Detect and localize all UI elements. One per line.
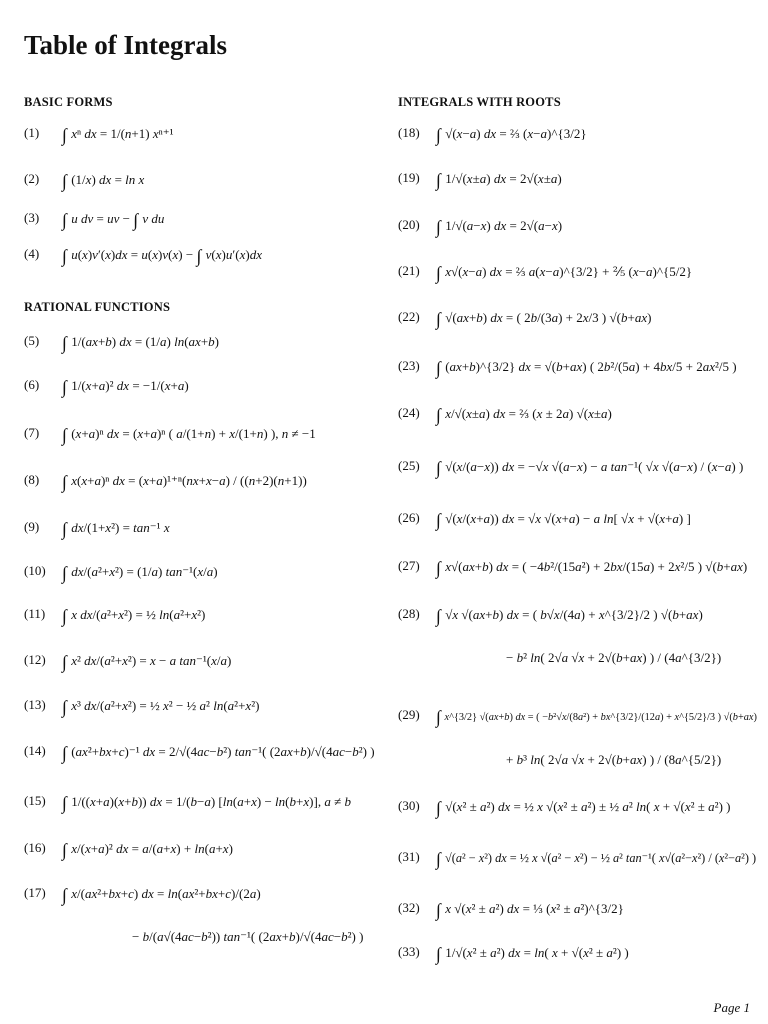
formula-number: (8): [24, 472, 40, 487]
formula-number: (1): [24, 125, 40, 140]
formula-number: (23): [398, 358, 420, 373]
formula-expression: ∫ √(a² − x²) dx = ½ x √(a² − x²) − ½ a² tan⁻¹( x√(a²−x²) / (x²−a²) ): [436, 849, 757, 869]
formula-expression: ∫ 1/√(a−x) dx = 2√(a−x): [436, 217, 563, 237]
formula-number: (20): [398, 217, 420, 232]
formula-number: (31): [398, 849, 420, 864]
formula-expression: ∫ x/(ax²+bx+c) dx = ln(ax²+bx+c)/(2a): [62, 885, 261, 905]
formula-expression: ∫ (x+a)ⁿ dx = (x+a)ⁿ ( a/(1+n) + x/(1+n) ), n ≠ −1: [62, 425, 316, 445]
formula-expression: ∫ dx/(1+x²) = tan⁻¹ x: [62, 519, 170, 539]
formula-number: (15): [24, 793, 46, 808]
formula-number: (18): [398, 125, 420, 140]
formula-number: (10): [24, 563, 46, 578]
formula-number: (29): [398, 707, 420, 722]
formula-number: (27): [398, 558, 420, 573]
formula-number: (19): [398, 170, 420, 185]
formula-number: (25): [398, 458, 420, 473]
formula-number: (30): [398, 798, 420, 813]
formula-number: (11): [24, 606, 46, 621]
formula-expression: ∫ √(x² ± a²) dx = ½ x √(x² ± a²) ± ½ a² ln( x + √(x² ± a²) ): [436, 798, 731, 818]
formula-number: (2): [24, 171, 40, 186]
formula-expression: ∫ u dv = uv − ∫ v du: [62, 210, 165, 230]
formula-expression: ∫ x√(x−a) dx = ⅔ a(x−a)^{3/2} + ⅖ (x−a)^{5/2}: [436, 263, 693, 283]
formula-expression: ∫ x√(ax+b) dx = ( −4b²/(15a²) + 2bx/(15a) + 2x²/5 ) √(b+ax): [436, 558, 748, 578]
formula-number: (28): [398, 606, 420, 621]
formula-expression: ∫ 1/((x+a)(x+b)) dx = 1/(b−a) [ln(a+x) − ln(b+x)], a ≠ b: [62, 793, 351, 813]
formula-expression: ∫ x³ dx/(a²+x²) = ½ x² − ½ a² ln(a²+x²): [62, 697, 260, 717]
formula-expression: ∫ dx/(a²+x²) = (1/a) tan⁻¹(x/a): [62, 563, 218, 583]
formula-expression: ∫ (ax+b)^{3/2} dx = √(b+ax) ( 2b²/(5a) + 4bx/5 + 2ax²/5 ): [436, 358, 737, 378]
formula-expression: ∫ x √(x² ± a²) dx = ⅓ (x² ± a²)^{3/2}: [436, 900, 624, 920]
formula-number: (3): [24, 210, 40, 225]
formula-number: (9): [24, 519, 40, 534]
formula-expression: ∫ √(x/(x+a)) dx = √x √(x+a) − a ln[ √x + √(x+a) ]: [436, 510, 691, 530]
formula-continuation: − b/(a√(4ac−b²)) tan⁻¹( (2ax+b)/√(4ac−b²) ): [132, 929, 364, 944]
page-title: Table of Integrals: [24, 30, 228, 60]
formula-number: (6): [24, 377, 40, 392]
formula-expression: ∫ √(x−a) dx = ⅔ (x−a)^{3/2}: [436, 125, 587, 145]
formula-expression: ∫ 1/(ax+b) dx = (1/a) ln(ax+b): [62, 333, 219, 353]
formula-expression: ∫ (ax²+bx+c)⁻¹ dx = 2/√(4ac−b²) tan⁻¹( (2ax+b)/√(4ac−b²) ): [62, 743, 375, 763]
section-rational-functions: RATIONAL FUNCTIONS: [24, 300, 171, 314]
formula-number: (12): [24, 652, 46, 667]
formula-number: (26): [398, 510, 420, 525]
formula-continuation: − b² ln( 2√a √x + 2√(b+ax) ) / (4a^{3/2}): [506, 650, 722, 665]
formula-expression: ∫ 1/(x+a)² dx = −1/(x+a): [62, 377, 189, 397]
formula-number: (24): [398, 405, 420, 420]
formula-expression: ∫ √x √(ax+b) dx = ( b√x/(4a) + x^{3/2}/2 ) √(b+ax): [436, 606, 703, 626]
page-number: Page 1: [713, 1000, 750, 1015]
formula-expression: ∫ xⁿ dx = 1/(n+1) xⁿ⁺¹: [62, 125, 174, 145]
formula-number: (33): [398, 944, 420, 959]
formula-number: (22): [398, 309, 420, 324]
formula-number: (17): [24, 885, 46, 900]
formula-number: (13): [24, 697, 46, 712]
formula-expression: ∫ 1/√(x±a) dx = 2√(x±a): [436, 170, 562, 190]
formula-expression: ∫ x(x+a)ⁿ dx = (x+a)¹⁺ⁿ(nx+x−a) / ((n+2)(n+1)): [62, 472, 307, 492]
formula-number: (16): [24, 840, 46, 855]
formula-expression: ∫ u(x)v′(x)dx = u(x)v(x) − ∫ v(x)u′(x)dx: [62, 246, 262, 266]
formula-expression: ∫ x^{3/2} √(ax+b) dx = ( −b²√x/(8a²) + bx^{3/2}/(12a) + x^{5/2}/3 ) √(b+ax): [436, 707, 757, 727]
formula-number: (5): [24, 333, 40, 348]
formula-expression: ∫ x/√(x±a) dx = ⅔ (x ± 2a) √(x±a): [436, 405, 612, 425]
section-basic-forms: BASIC FORMS: [24, 95, 113, 109]
formula-continuation: + b³ ln( 2√a √x + 2√(b+ax) ) / (8a^{5/2}): [506, 752, 722, 767]
formula-expression: ∫ x/(x+a)² dx = a/(a+x) + ln(a+x): [62, 840, 233, 860]
formula-expression: ∫ 1/√(x² ± a²) dx = ln( x + √(x² ± a²) ): [436, 944, 629, 964]
formula-number: (32): [398, 900, 420, 915]
formula-expression: ∫ √(ax+b) dx = ( 2b/(3a) + 2x/3 ) √(b+ax): [436, 309, 652, 329]
formula-number: (4): [24, 246, 40, 261]
formula-number: (21): [398, 263, 420, 278]
formula-expression: ∫ x² dx/(a²+x²) = x − a tan⁻¹(x/a): [62, 652, 232, 672]
section-integrals-with-roots: INTEGRALS WITH ROOTS: [398, 95, 561, 109]
formula-number: (14): [24, 743, 46, 758]
formula-expression: ∫ x dx/(a²+x²) = ½ ln(a²+x²): [62, 606, 206, 626]
formula-number: (7): [24, 425, 40, 440]
formula-expression: ∫ (1/x) dx = ln x: [62, 171, 145, 191]
formula-expression: ∫ √(x/(a−x)) dx = −√x √(a−x) − a tan⁻¹( √x √(a−x) / (x−a) ): [436, 458, 744, 478]
